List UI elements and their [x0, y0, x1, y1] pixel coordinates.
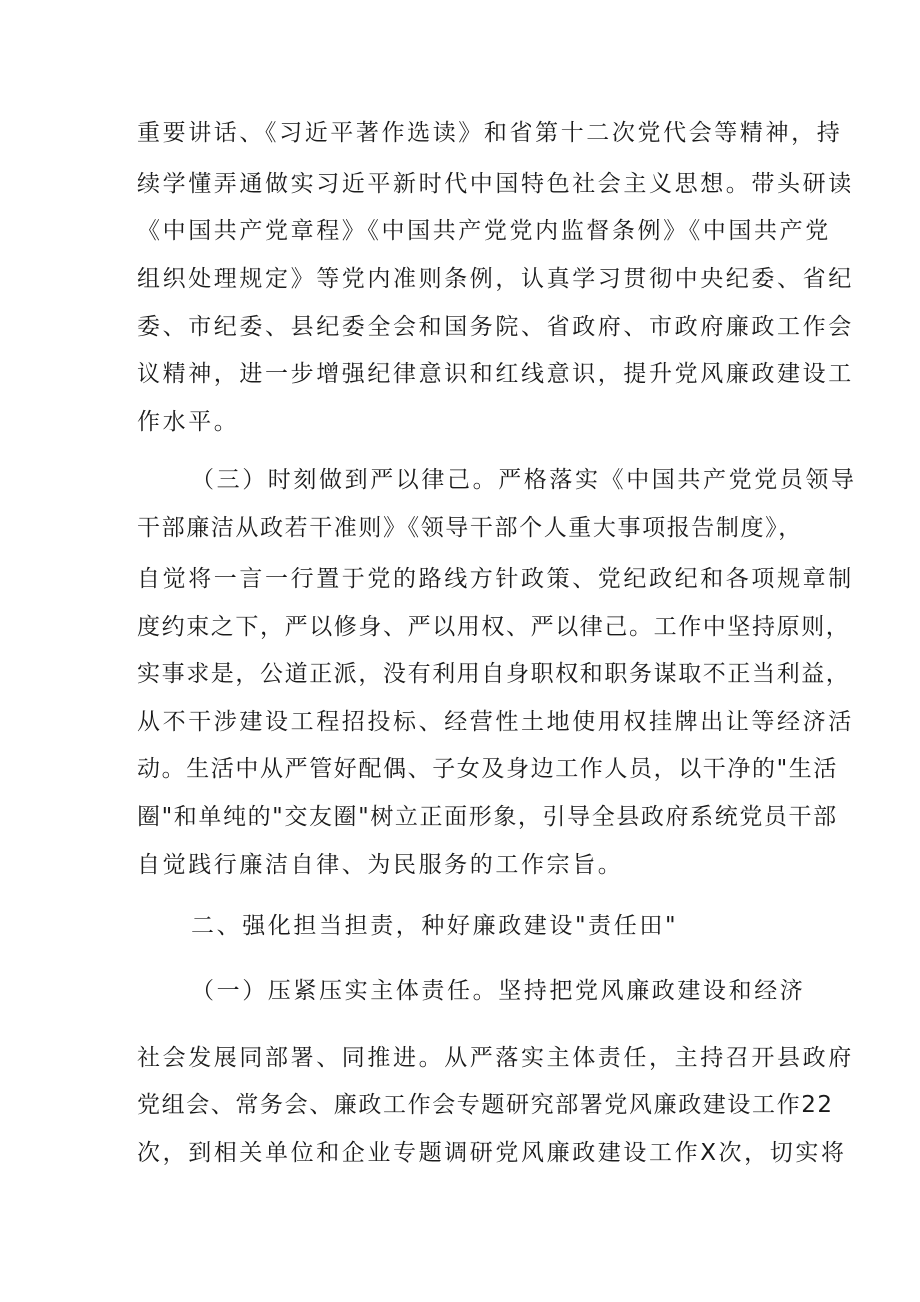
- text-line: 《中国共产党章程》《中国共产党党内监督条例》《中国共产党: [137, 218, 831, 244]
- text-line: 干部廉洁从政若干准则》《领导干部个人重大事项报告制度》，: [137, 515, 803, 541]
- text-line: 圈"和单纯的"交友圈"树立正面形象，引导全县政府系统党员干部: [137, 804, 838, 830]
- text-line: 重要讲话、《习近平著作选读》和省第十二次党代会等精神，持: [137, 120, 843, 146]
- text-line: 社会发展同部署、同推进。从严落实主体责任，主持召开县政府: [137, 1045, 854, 1071]
- text-line: 从不干涉建设工程招投标、经营性土地使用权挂牌出让等经济活: [137, 709, 854, 735]
- text-line: 自觉践行廉洁自律、为民服务的工作宗旨。: [137, 852, 624, 878]
- section-heading-2: 二、强化担当担责，种好廉政建设"责任田": [191, 913, 679, 939]
- text-line: 组织处理规定》等党内准则条例，认真学习贯彻中央纪委、省纪: [137, 266, 854, 292]
- text-line: 次，到相关单位和企业专题调研党风廉政建设工作X次，切实将: [137, 1140, 847, 1166]
- text-line: 委、市纪委、县纪委全会和国务院、省政府、市政府廉政工作会: [137, 314, 854, 340]
- section-heading-1: （一）压紧压实主体责任。坚持把党风廉政建设和经济: [191, 978, 806, 1004]
- text-line: 党组会、常务会、廉政工作会专题研究部署党风廉政建设工作22: [137, 1092, 834, 1118]
- text-line: 动。生活中从严管好配偶、子女及身边工作人员，以干净的"生活: [137, 756, 838, 782]
- text-line: 自觉将一言一行置于党的路线方针政策、党纪政纪和各项规章制: [137, 566, 854, 592]
- section-heading-3: （三）时刻做到严以律己。严格落实《中国共产党党员领导: [191, 467, 857, 493]
- text-line: 续学懂弄通做实习近平新时代中国特色社会主义思想。带头研读: [137, 171, 854, 197]
- text-line: 度约束之下，严以修身、严以用权、严以律己。工作中坚持原则，: [137, 614, 851, 640]
- text-line: 作水平。: [137, 409, 240, 435]
- text-line: 实事求是，公道正派，没有利用自身职权和职务谋取不正当利益，: [137, 661, 851, 687]
- text-line: 议精神，进一步增强纪律意识和红线意识，提升党风廉政建设工: [137, 361, 854, 387]
